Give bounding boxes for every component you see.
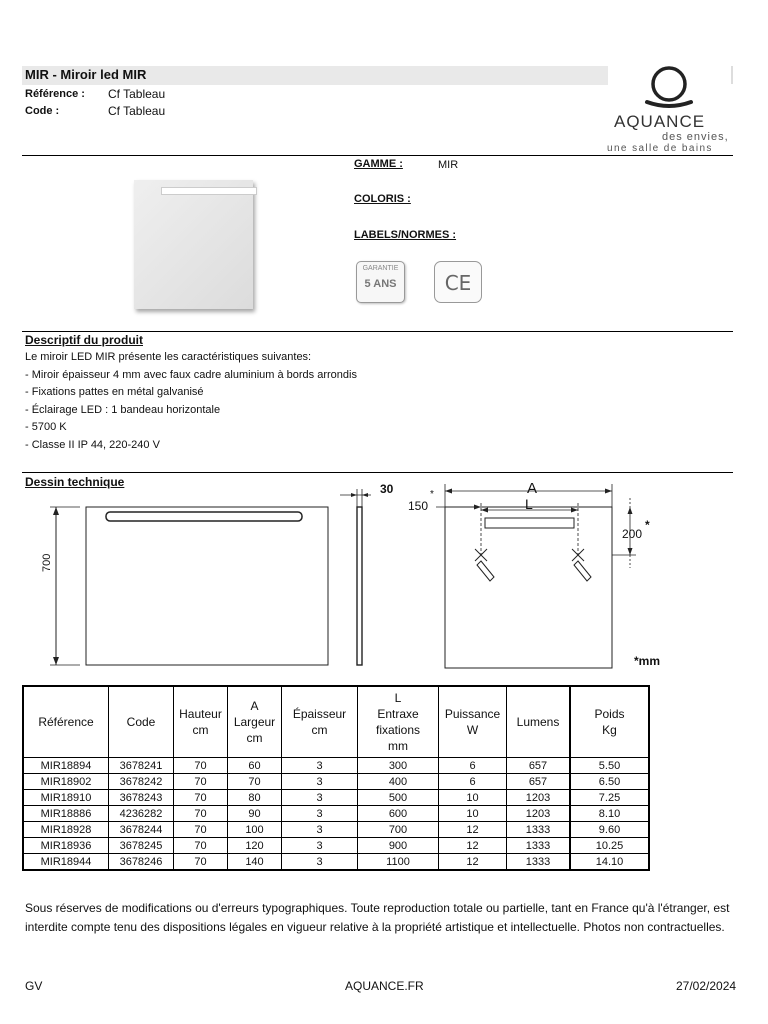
cell-largeur: 90 bbox=[228, 806, 282, 822]
ce-badge bbox=[434, 261, 482, 303]
divider bbox=[22, 331, 733, 332]
cell-hauteur: 70 bbox=[174, 838, 228, 854]
cell-code: 3678243 bbox=[109, 790, 174, 806]
led-strip bbox=[161, 187, 257, 195]
cell-puissance: 12 bbox=[439, 838, 507, 854]
description-line: - Classe II IP 44, 220-240 V bbox=[25, 438, 160, 451]
cell-code: 3678245 bbox=[109, 838, 174, 854]
cell-reference: MIR18936 bbox=[23, 838, 109, 854]
guarantee-badge-top: GARANTIE bbox=[362, 265, 399, 272]
col-puissance: Puissance W bbox=[439, 686, 507, 758]
cell-code: 3678242 bbox=[109, 774, 174, 790]
cell-code: 4236282 bbox=[109, 806, 174, 822]
cell-entraxe: 700 bbox=[358, 822, 439, 838]
ce-mark-icon: CE bbox=[444, 271, 472, 295]
cell-reference: MIR18902 bbox=[23, 774, 109, 790]
cell-puissance: 12 bbox=[439, 854, 507, 871]
table-row bbox=[23, 758, 649, 774]
cell-hauteur: 70 bbox=[174, 854, 228, 871]
front-view bbox=[50, 507, 328, 665]
drawing-title: Dessin technique bbox=[25, 475, 125, 489]
cell-hauteur: 70 bbox=[174, 790, 228, 806]
col-poids: Poids Kg bbox=[570, 686, 649, 758]
cell-epaisseur: 3 bbox=[282, 774, 358, 790]
footer-author: GV bbox=[25, 979, 43, 993]
table-row bbox=[23, 774, 649, 790]
dim-200-star: * bbox=[645, 518, 650, 532]
aquance-logo bbox=[604, 62, 736, 158]
logo-tagline-1: des envies, bbox=[662, 131, 729, 143]
cell-lumens: 657 bbox=[507, 774, 571, 790]
page-title: MIR - Miroir led MIR bbox=[25, 67, 147, 82]
coloris-label: COLORIS : bbox=[354, 193, 411, 205]
cell-lumens: 1203 bbox=[507, 790, 571, 806]
cell-epaisseur: 3 bbox=[282, 838, 358, 854]
back-view bbox=[436, 484, 636, 668]
labels-normes-label: LABELS/NORMES : bbox=[354, 229, 457, 241]
gamme-label: GAMME : bbox=[354, 158, 403, 170]
description-body bbox=[25, 349, 725, 455]
cell-largeur: 70 bbox=[228, 774, 282, 790]
reference-label: Référence : bbox=[25, 88, 85, 100]
cell-poids: 14.10 bbox=[570, 854, 649, 871]
description-line: Le miroir LED MIR présente les caractéristiques suivantes: bbox=[25, 351, 312, 363]
cell-lumens: 1203 bbox=[507, 806, 571, 822]
description-title: Descriptif du produit bbox=[25, 333, 143, 347]
logo-brand: AQUANCE bbox=[614, 112, 706, 131]
description-line: - 5700 K bbox=[25, 421, 67, 434]
code-label: Code : bbox=[25, 105, 60, 117]
cell-reference: MIR18910 bbox=[23, 790, 109, 806]
cell-puissance: 12 bbox=[439, 822, 507, 838]
cell-poids: 10.25 bbox=[570, 838, 649, 854]
description-line: - Éclairage LED : 1 bandeau horizontale bbox=[25, 403, 221, 416]
cell-code: 3678241 bbox=[109, 758, 174, 774]
dim-150-star: * bbox=[430, 489, 434, 500]
cell-lumens: 1333 bbox=[507, 822, 571, 838]
description-line: - Fixations pattes en métal galvanisé bbox=[25, 386, 204, 399]
cell-puissance: 6 bbox=[439, 758, 507, 774]
dim-200: 200 bbox=[622, 527, 643, 541]
col-entraxe: L Entraxe fixations mm bbox=[358, 686, 439, 758]
table-row bbox=[23, 806, 649, 822]
cell-largeur: 120 bbox=[228, 838, 282, 854]
cell-poids: 5.50 bbox=[570, 758, 649, 774]
cell-largeur: 60 bbox=[228, 758, 282, 774]
footer-website: AQUANCE.FR bbox=[345, 979, 424, 993]
dim-150: 150 bbox=[408, 499, 429, 513]
dim-depth: 30 bbox=[380, 482, 394, 496]
cell-poids: 8.10 bbox=[570, 806, 649, 822]
unit-note: *mm bbox=[634, 654, 661, 668]
col-lumens: Lumens bbox=[507, 686, 571, 758]
table-row bbox=[23, 854, 649, 871]
cell-hauteur: 70 bbox=[174, 822, 228, 838]
gamme-value: MIR bbox=[438, 159, 459, 171]
cell-largeur: 140 bbox=[228, 854, 282, 871]
col-largeur: A Largeur cm bbox=[228, 686, 282, 758]
col-epaisseur: Épaisseur cm bbox=[282, 686, 358, 758]
cell-hauteur: 70 bbox=[174, 806, 228, 822]
divider bbox=[22, 472, 733, 473]
dim-a: A bbox=[527, 480, 538, 497]
cell-entraxe: 900 bbox=[358, 838, 439, 854]
cell-entraxe: 600 bbox=[358, 806, 439, 822]
cell-entraxe: 300 bbox=[358, 758, 439, 774]
logo-tagline-2: une salle de bains bbox=[607, 143, 713, 154]
table-row bbox=[23, 838, 649, 854]
table-row bbox=[23, 790, 649, 806]
cell-largeur: 80 bbox=[228, 790, 282, 806]
product-table bbox=[22, 685, 650, 871]
cell-entraxe: 400 bbox=[358, 774, 439, 790]
cell-entraxe: 1100 bbox=[358, 854, 439, 871]
cell-hauteur: 70 bbox=[174, 774, 228, 790]
col-hauteur: Hauteur cm bbox=[174, 686, 228, 758]
cell-epaisseur: 3 bbox=[282, 758, 358, 774]
cell-puissance: 10 bbox=[439, 806, 507, 822]
cell-code: 3678244 bbox=[109, 822, 174, 838]
guarantee-badge bbox=[356, 261, 405, 303]
cell-lumens: 1333 bbox=[507, 838, 571, 854]
footer-date: 27/02/2024 bbox=[676, 979, 737, 993]
dim-height: 700 bbox=[41, 553, 53, 572]
cell-puissance: 6 bbox=[439, 774, 507, 790]
code-value: Cf Tableau bbox=[108, 104, 166, 118]
divider bbox=[22, 155, 733, 156]
cell-poids: 6.50 bbox=[570, 774, 649, 790]
guarantee-badge-main: 5 ANS bbox=[364, 278, 397, 290]
cell-lumens: 1333 bbox=[507, 854, 571, 871]
description-line: - Miroir épaisseur 4 mm avec faux cadre aluminium à bords arrondis bbox=[25, 368, 357, 381]
cell-epaisseur: 3 bbox=[282, 806, 358, 822]
cell-lumens: 657 bbox=[507, 758, 571, 774]
cell-epaisseur: 3 bbox=[282, 790, 358, 806]
cell-epaisseur: 3 bbox=[282, 854, 358, 871]
cell-code: 3678246 bbox=[109, 854, 174, 871]
cell-reference: MIR18894 bbox=[23, 758, 109, 774]
cell-reference: MIR18944 bbox=[23, 854, 109, 871]
dim-l: L bbox=[525, 496, 533, 512]
cell-reference: MIR18886 bbox=[23, 806, 109, 822]
col-code: Code bbox=[109, 686, 174, 758]
legal-note: Sous réserves de modifications ou d'erreurs typographiques. Toute reproduction totale ou partielle, tant en France qu'à l'étranger, est interdite compte tenu des dispositions légales en vigueur relative à la propriété artistique et intellectuelle. Photos non contractuelles. bbox=[25, 901, 730, 934]
cell-largeur: 100 bbox=[228, 822, 282, 838]
cell-epaisseur: 3 bbox=[282, 822, 358, 838]
cell-poids: 9.60 bbox=[570, 822, 649, 838]
cell-reference: MIR18928 bbox=[23, 822, 109, 838]
table-header-row bbox=[23, 686, 649, 758]
product-image bbox=[134, 180, 253, 309]
table-row bbox=[23, 822, 649, 838]
cell-poids: 7.25 bbox=[570, 790, 649, 806]
cell-puissance: 10 bbox=[439, 790, 507, 806]
cell-entraxe: 500 bbox=[358, 790, 439, 806]
side-view bbox=[340, 489, 371, 665]
technical-drawing bbox=[0, 478, 768, 673]
col-reference: Référence bbox=[23, 686, 109, 758]
cell-hauteur: 70 bbox=[174, 758, 228, 774]
reference-value: Cf Tableau bbox=[108, 87, 166, 101]
